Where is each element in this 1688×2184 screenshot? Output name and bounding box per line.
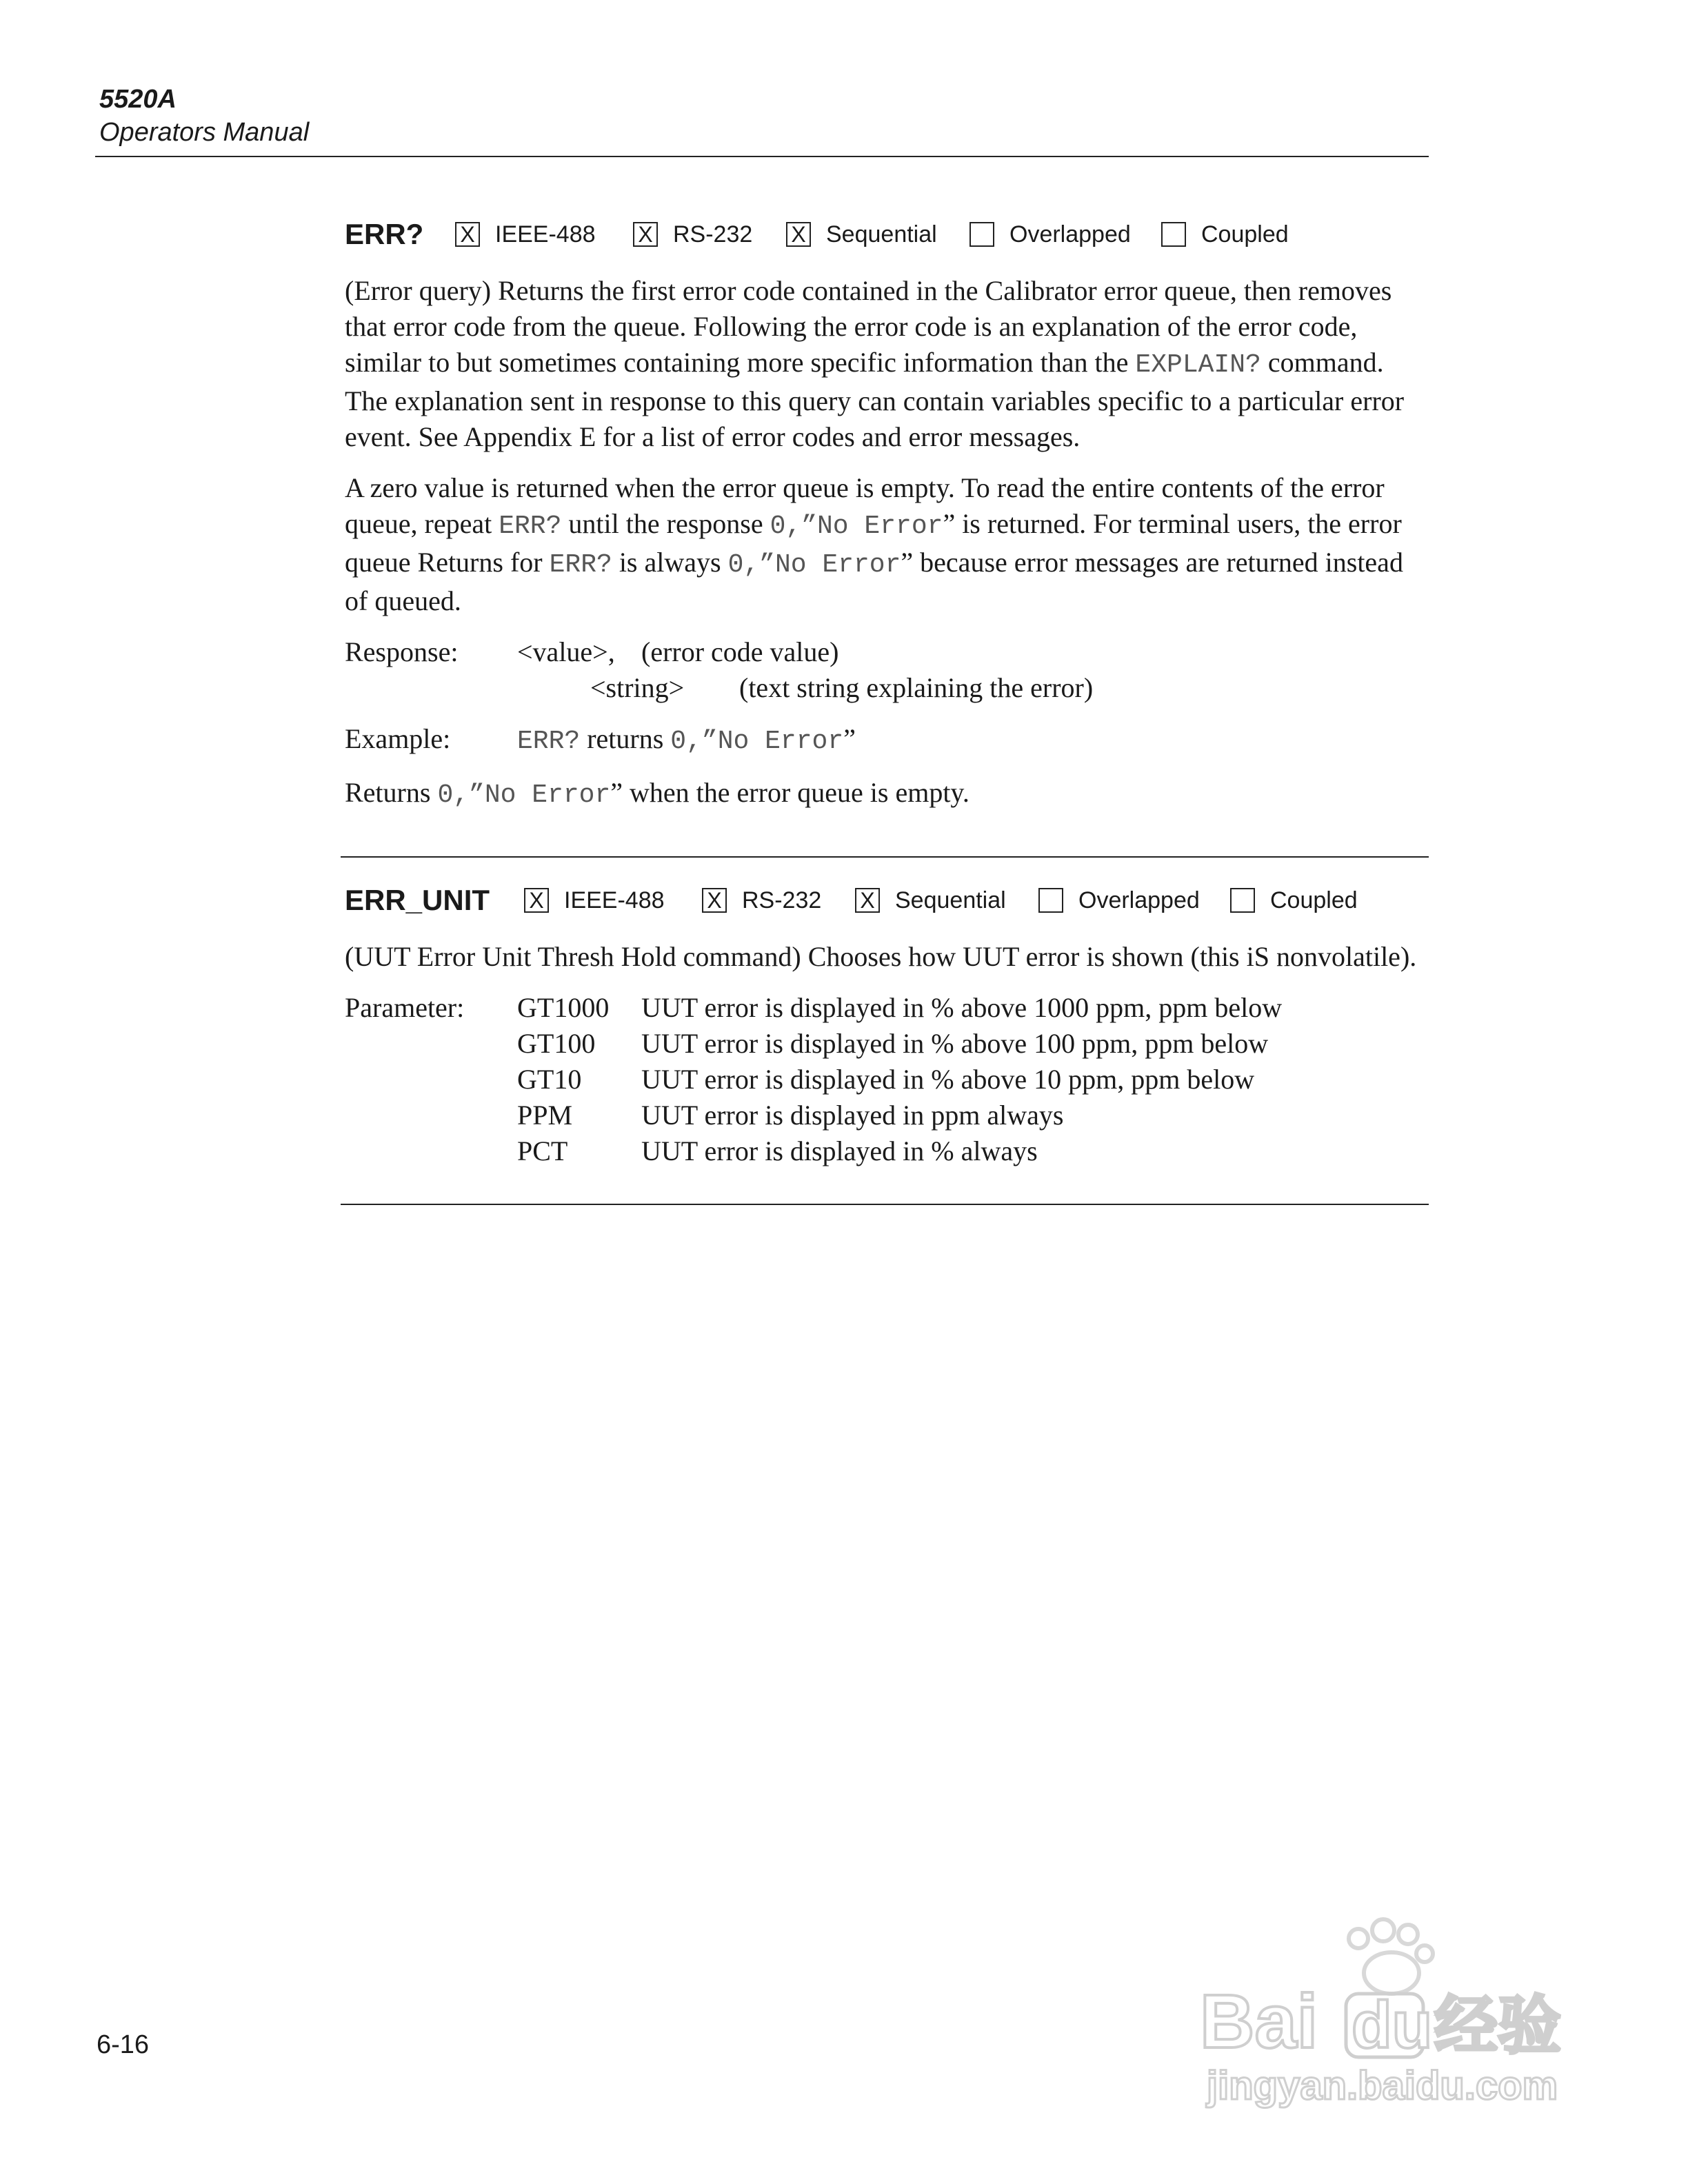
flag-ieee488 — [455, 221, 633, 248]
parameter-desc: UUT error is displayed in ppm always — [641, 1100, 1064, 1131]
err-returns-note — [345, 775, 1429, 813]
svg-text:jingyan.baidu.com: jingyan.baidu.com — [1207, 2063, 1558, 2108]
parameter-desc: UUT error is displayed in % always — [641, 1135, 1038, 1166]
flag-overlapped — [969, 221, 1161, 248]
text-run: ” — [843, 723, 856, 754]
flag-label: IEEE-488 — [495, 221, 596, 247]
page-number: 6-16 — [97, 2030, 150, 2059]
checkbox — [969, 222, 994, 247]
parameter-term: GT10 — [517, 1064, 582, 1095]
code-run: 0,”No Error — [670, 727, 844, 756]
parameter-term: PCT — [517, 1135, 568, 1166]
flag-sequential — [855, 887, 1038, 914]
checkbox — [1230, 888, 1255, 913]
code-run: EXPLAIN? — [1135, 350, 1261, 380]
example-label: Example: — [345, 723, 451, 754]
flag-label: RS-232 — [673, 221, 753, 247]
parameter-desc: UUT error is displayed in % above 100 ppm, ppm below — [641, 1028, 1269, 1059]
parameter-label: Parameter: — [345, 992, 465, 1023]
err-response — [345, 634, 1429, 706]
section-divider — [341, 856, 1429, 858]
text-run: is always — [612, 547, 728, 578]
checkbox: X — [524, 888, 549, 913]
baidu-watermark-logo — [1186, 1910, 1572, 2110]
parameter-term: PPM — [517, 1100, 573, 1131]
parameter-row — [517, 1026, 1282, 1062]
command-name: ERR_UNIT — [345, 884, 490, 916]
err-section — [345, 214, 1429, 813]
header-rule — [95, 156, 1429, 157]
svg-text:经验: 经验 — [1434, 1989, 1562, 2063]
parameter-row — [517, 1098, 1282, 1133]
manual-title: Operators Manual — [99, 118, 310, 147]
text-run: ” when the error queue is empty. — [610, 777, 969, 808]
parameter-row — [517, 990, 1282, 1026]
code-run: ERR? — [549, 550, 612, 580]
command-name: ERR? — [345, 218, 424, 250]
response-desc: (text string explaining the error) — [739, 672, 1094, 703]
flag-label: Sequential — [895, 887, 1006, 913]
response-desc: (error code value) — [641, 636, 839, 667]
checkbox — [1038, 888, 1063, 913]
text-run: (Error query) Returns the first error code contained in the Calibrator error queue, then removes that error code from the queue. Following the error code is an explanation of the error code, similar to but sometimes containing more specific information than the — [345, 275, 1392, 378]
flag-label: Coupled — [1201, 221, 1289, 247]
err-queue-note — [345, 470, 1429, 619]
code-run: ERR? — [517, 727, 581, 756]
response-row — [345, 670, 1429, 706]
parameter-list — [345, 990, 1429, 1169]
text-run: returns — [580, 723, 671, 754]
checkbox: X — [455, 222, 480, 247]
text-run: command. The explanation sent in response to this query can contain variables specific to a particular error event. See Appendix E for a list of error codes and error messages. — [345, 347, 1405, 452]
example-text — [517, 721, 856, 760]
product-name: 5520A — [99, 85, 177, 114]
err-command-row — [345, 214, 1429, 255]
err-unit-section — [345, 880, 1429, 1169]
svg-text:du: du — [1352, 1988, 1433, 2062]
parameter-term: GT100 — [517, 1028, 596, 1059]
page-header — [99, 83, 309, 149]
checkbox: X — [633, 222, 658, 247]
checkbox — [1161, 222, 1186, 247]
flag-label: RS-232 — [742, 887, 822, 913]
code-run: 0,”No Error — [770, 512, 943, 541]
flag-sequential — [786, 221, 969, 248]
section-end-rule — [341, 1204, 1429, 1205]
flag-label: Overlapped — [1009, 221, 1131, 247]
err-example — [345, 721, 1429, 760]
parameter-items — [517, 990, 1282, 1169]
response-label: Response: — [345, 636, 459, 667]
flag-overlapped — [1038, 887, 1230, 914]
flag-rs232 — [633, 221, 786, 248]
checkbox: X — [855, 888, 880, 913]
svg-text:Bai: Bai — [1200, 1979, 1318, 2064]
text-run: ” because error messages are returned instead of queued. — [345, 547, 1403, 616]
checkbox: X — [702, 888, 727, 913]
parameter-row — [517, 1133, 1282, 1169]
text-run: Returns — [345, 777, 438, 808]
parameter-desc: UUT error is displayed in % above 10 ppm, ppm below — [641, 1064, 1255, 1095]
code-run: 0,”No Error — [437, 780, 611, 810]
parameter-row — [517, 1062, 1282, 1098]
checkbox: X — [786, 222, 811, 247]
flag-label: Overlapped — [1078, 887, 1200, 913]
response-term: <string> — [590, 672, 685, 703]
response-row — [345, 634, 1429, 670]
response-term: <value>, — [517, 636, 615, 667]
parameter-desc: UUT error is displayed in % above 1000 ppm, ppm below — [641, 992, 1283, 1023]
err-unit-description: (UUT Error Unit Thresh Hold command) Chooses how UUT error is shown (this iS nonvolatile). — [345, 941, 1417, 972]
text-run: ” is returned. For terminal users, the error queue Returns for — [345, 508, 1402, 578]
err-unit-command-row — [345, 880, 1429, 921]
text-run: until the response — [561, 508, 770, 539]
err-description — [345, 273, 1429, 455]
code-run: 0,”No Error — [727, 550, 901, 580]
parameter-term: GT1000 — [517, 992, 610, 1023]
code-run: ERR? — [499, 512, 562, 541]
flag-rs232 — [702, 887, 855, 914]
text-run: A zero value is returned when the error queue is empty. To read the entire contents of the error queue, repeat — [345, 472, 1385, 539]
flag-ieee488 — [524, 887, 702, 914]
flag-label: Coupled — [1270, 887, 1358, 913]
flag-coupled — [1161, 221, 1289, 248]
flag-coupled — [1230, 887, 1358, 914]
flag-label: Sequential — [826, 221, 937, 247]
flag-label: IEEE-488 — [564, 887, 665, 913]
